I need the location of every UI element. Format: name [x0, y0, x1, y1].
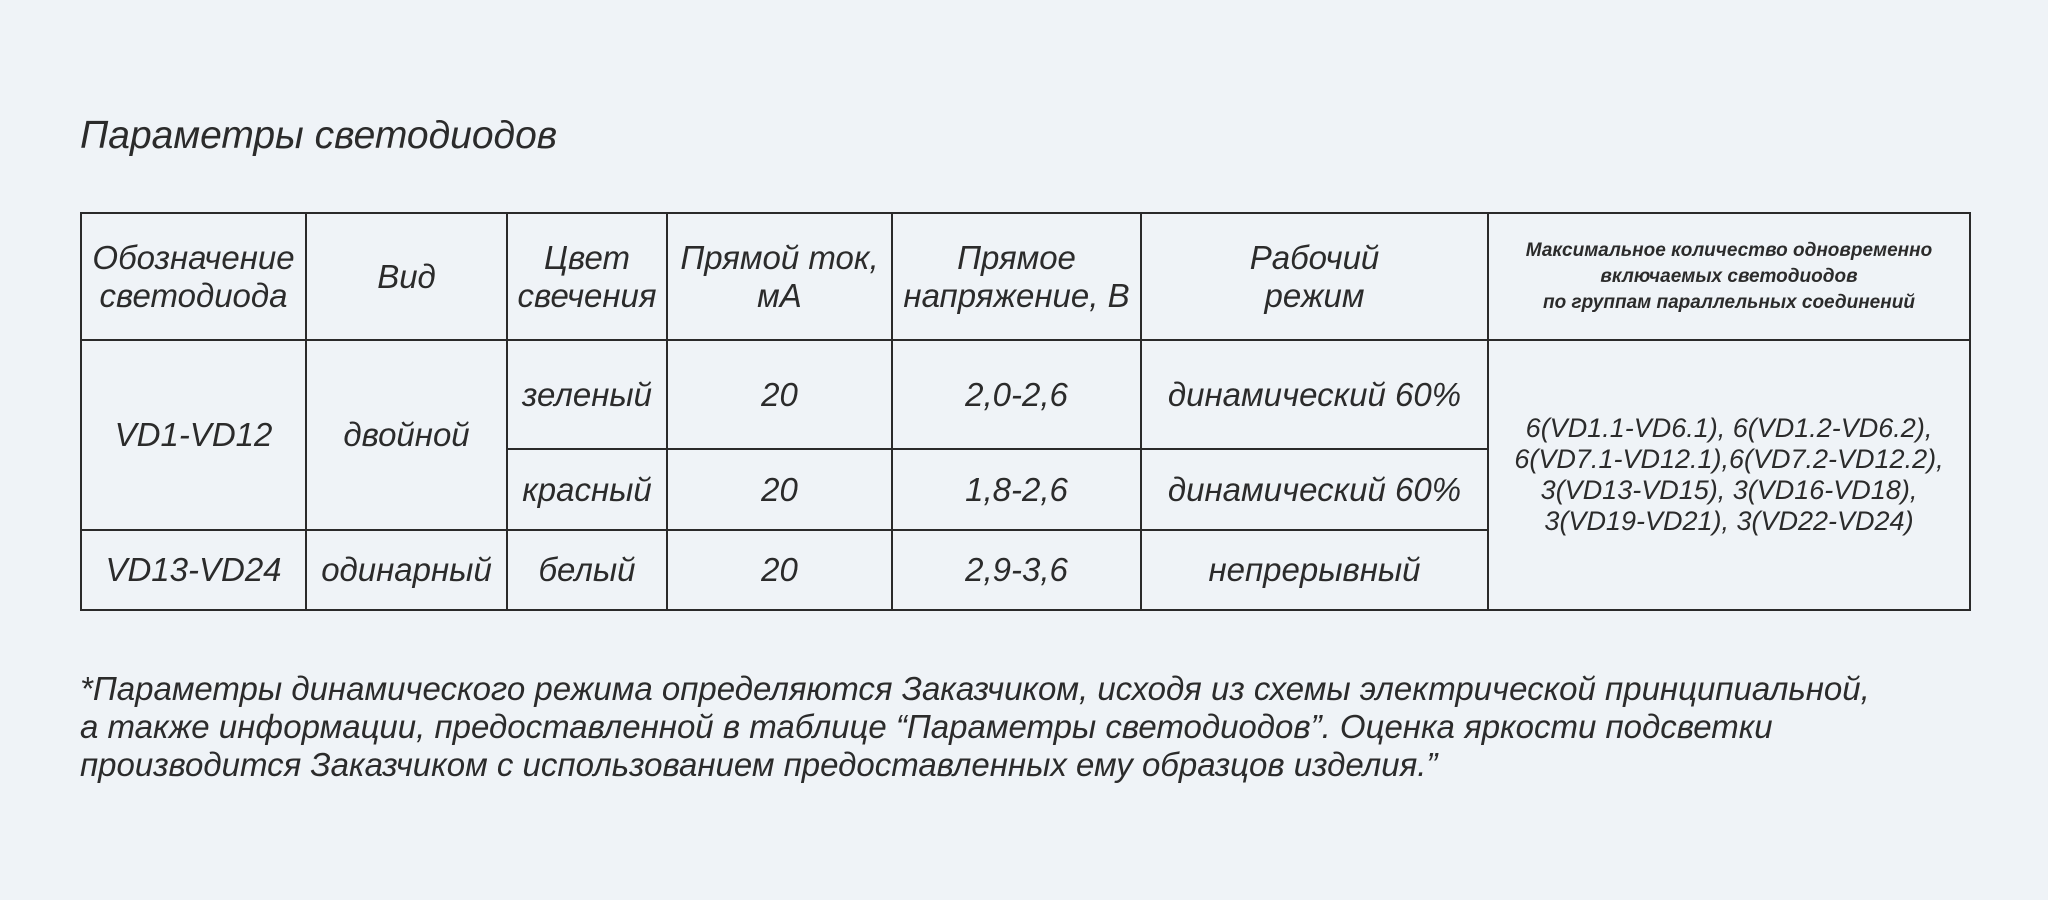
footnote-line: производится Заказчиком с использованием предоставленных ему образцов изделия.”	[80, 746, 1438, 783]
header-line: Прямой ток,	[680, 238, 879, 276]
header-line: светодиода	[99, 276, 288, 314]
cell-color: красный	[507, 449, 667, 530]
led-parameters-table	[80, 212, 1971, 611]
header-line: Рабочий	[1249, 238, 1380, 276]
header-line: по группам параллельных соединений	[1543, 291, 1915, 313]
header-line: напряжение, В	[903, 276, 1130, 314]
max-group-line: 6(VD7.1-VD12.1),6(VD7.2-VD12.2),	[1514, 444, 1944, 474]
cell-current: 20	[667, 530, 892, 610]
max-group-line: 3(VD19-VD21), 3(VD22-VD24)	[1544, 506, 1914, 536]
header-line: Максимальное количество одновременно	[1525, 239, 1933, 261]
cell-mode: динамический 60%	[1141, 340, 1488, 449]
cell-mode: непрерывный	[1141, 530, 1488, 610]
header-max-count	[1488, 213, 1970, 340]
header-line: Обозначение	[92, 238, 295, 276]
header-line: свечения	[517, 276, 657, 314]
table-header-row	[81, 213, 1970, 340]
cell-designation: VD13-VD24	[81, 530, 306, 610]
cell-current: 20	[667, 449, 892, 530]
cell-voltage: 2,9-3,6	[892, 530, 1141, 610]
footnote	[80, 670, 1980, 784]
cell-voltage: 1,8-2,6	[892, 449, 1141, 530]
table-row	[81, 340, 1970, 449]
cell-type: одинарный	[306, 530, 507, 610]
cell-color: белый	[507, 530, 667, 610]
cell-mode: динамический 60%	[1141, 449, 1488, 530]
header-mode	[1141, 213, 1488, 340]
header-current	[667, 213, 892, 340]
cell-max-groups	[1488, 340, 1970, 610]
header-line: Цвет	[544, 238, 630, 276]
cell-color: зеленый	[507, 340, 667, 449]
cell-type: двойной	[306, 340, 507, 530]
header-voltage	[892, 213, 1141, 340]
cell-current: 20	[667, 340, 892, 449]
header-line: режим	[1264, 276, 1365, 314]
max-group-line: 3(VD13-VD15), 3(VD16-VD18),	[1540, 475, 1918, 505]
header-line: включаемых светодиодов	[1600, 265, 1858, 287]
footnote-line: а также информации, предоставленной в таблице “Параметры светодиодов”. Оценка яркости подсветки	[80, 708, 1773, 745]
header-line: Прямое	[957, 238, 1076, 276]
header-color	[507, 213, 667, 340]
cell-designation: VD1-VD12	[81, 340, 306, 530]
header-line: мА	[757, 276, 802, 314]
cell-voltage: 2,0-2,6	[892, 340, 1141, 449]
max-group-line: 6(VD1.1-VD6.1), 6(VD1.2-VD6.2),	[1525, 413, 1933, 443]
header-designation	[81, 213, 306, 340]
page-title: Параметры светодиодов	[80, 114, 558, 157]
footnote-line: *Параметры динамического режима определяются Заказчиком, исходя из схемы электрической принципиальной,	[80, 670, 1870, 707]
header-type: Вид	[306, 213, 507, 340]
